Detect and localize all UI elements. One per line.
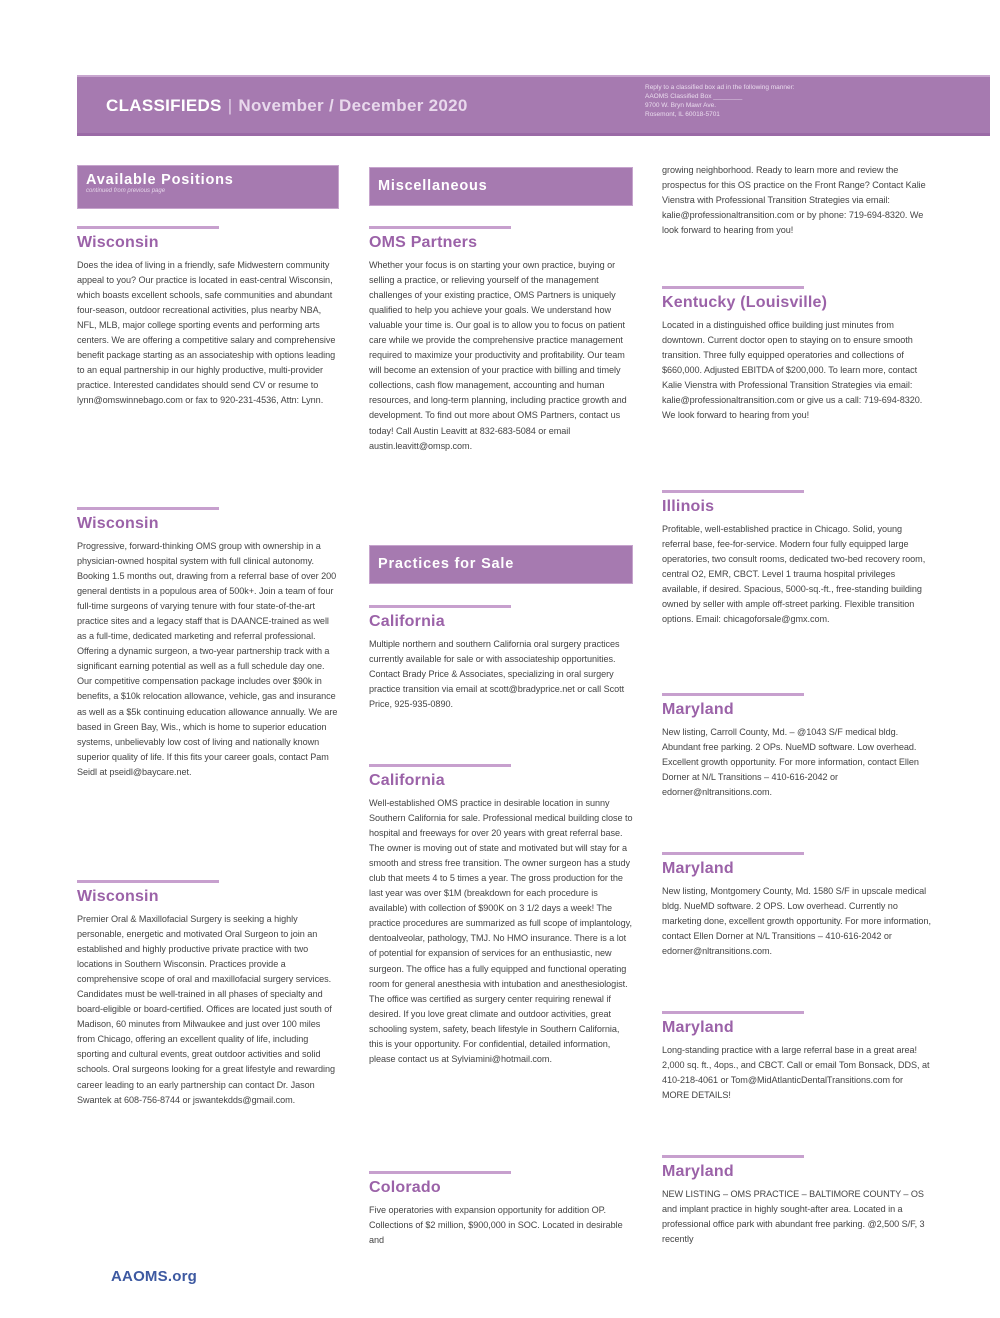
listing-body: Multiple northern and southern California oral surgery practices currently available for sale or with associateship opportunities. Contact Brady Price & Associates, specializing in oral surgery practice transition via email at scott@bradyprice.net or call Scott Price, 925-935-0890. [369, 639, 625, 710]
divider-rule [77, 226, 219, 229]
section-name: CLASSIFIEDS [106, 96, 222, 115]
listing [369, 1171, 633, 1248]
title-separator: | [227, 96, 233, 115]
header-title [106, 96, 468, 116]
listing-title: California [369, 613, 445, 630]
listing-body: Does the idea of living in a friendly, safe Midwestern community appeal to you? Our practice is located in east-central Wisconsin, which boasts excellent schools, safe communities and abundant four-season, outdoor recreational activities, plus nearby NBA, NFL, MLB, major college sporting events and performing arts centers. We are offering a competitive salary and comprehensive benefit package starting as an associateship with options leading to an equal partnership in our highly productive, multi-provider practice. Interested candidates should send CV or resume to lynn@omswinnebago.com or fax to 920-231-4536, Attn: Lynn. [77, 260, 336, 406]
listing-title: Illinois [662, 498, 715, 515]
listing-body: Located in a distinguished office building just minutes from downtown. Current doctor open to staying on to ensure smooth transition. Three fully equipped operatories and collections of $660,000. Adjusted EBITDA of $200,000. To learn more, contact Kalie Vienstra with Professional Transition Strategies via email: kalie@professionaltransition.com or give us a call: 719-694-8320. We look forward to hearing from you! [662, 320, 923, 421]
listing [662, 1011, 932, 1103]
column-available-positions [77, 160, 339, 1105]
section-label: Miscellaneous [378, 178, 488, 194]
listing [369, 605, 633, 712]
listing-body: Whether your focus is on starting your own practice, buying or selling a practice, or relieving yourself of the management challenges of your existing practice, OMS Partners is uniquely qualified to help you achieve your goals. We understand how valuable your time is. Our goal is to allow you to focus on patient care while we provide the comprehensive practice management required to maximize your productivity and profitability. Our team will become an extension of your practice with billing and timely collections, cash flow management, accounting and human resources, and long-term planning, including practice growth and development. To find out more about OMS Partners, contact us today! Call Austin Leavitt at 832-683-5084 or email austin.leavitt@omsp.com. [369, 260, 627, 451]
listing-title: Wisconsin [77, 888, 159, 905]
listing-title: Maryland [662, 1163, 734, 1180]
listing-title: Wisconsin [77, 515, 159, 532]
listing-body: Profitable, well-established practice in Chicago. Solid, young referral base, fee-for-service. Modern four fully equipped large operatories, two consult rooms, dedicated two-bed recovery room, central O2, EMR, CBCT. Level 1 trauma hospital privileges available, if desired. Spacious, 5000-sq.-ft., free-standing building owned by seller with ample off-street parking. Flexible transition options. Email: chicagoforsale@gmx.com. [662, 524, 926, 625]
divider-rule [369, 605, 511, 608]
reply-line: Reply to a classified box ad in the following manner: [645, 84, 795, 91]
column-middle [369, 160, 633, 1246]
reply-line: Rosemont, IL 60018-5701 [645, 111, 720, 118]
reply-instructions [645, 83, 945, 119]
listing-body: Five operatories with expansion opportunity for addition OP. Collections of $2 million, $900,000 in SOC. Located in desirable and [369, 1205, 623, 1246]
divider-rule [369, 764, 511, 767]
listing [369, 764, 633, 1067]
listing [77, 507, 339, 780]
section-header-miscellaneous [369, 167, 633, 206]
listing-body: growing neighborhood. Ready to learn more and review the prospectus for this OS practice on the Front Range? Contact Kalie Vienstra with Professional Transition Strategies via email: kalie@professionaltransition.com or by phone: 719-694-8320. We look forward to hearing from you! [662, 165, 926, 236]
listing-body: Progressive, forward-thinking OMS group with ownership in a physician-owned hospital system with full clinical autonomy. Booking 1.5 months out, drawing from a referral base of over 200 general dentists in a populous area of 500k+. Join a team of four full-time surgeons of varying tenure with four state-of-the-art practice sites and a legacy staff that is DAANCE-trained as well as a full-time, dedicated marketing and referral professional. Offering a dynamic surgeon, a two-year partnership track with a significant earning potential as well as a full schedule day one. Our competitive compensation package includes over $90k in benefits, a $10k relocation allowance, vehicle, gas and insurance as well as a $5k continuing education allowance annually. We are based in Green Bay, Wis., which is home to superior education systems, unbelievably low cost of living and nationally known superior quality of life. If this fits your career goals, contact Pam Seidl at pseidl@baycare.net. [77, 541, 338, 777]
listing-title: Maryland [662, 701, 734, 718]
listing-continued [662, 163, 932, 238]
listing-title: Kentucky (Louisville) [662, 294, 828, 311]
reply-line: 9700 W. Bryn Mawr Ave. [645, 102, 717, 109]
divider-rule [662, 1011, 804, 1014]
section-header-practices-for-sale [369, 545, 633, 584]
listing-body: Premier Oral & Maxillofacial Surgery is seeking a highly personable, energetic and motivated Oral Surgeon to join an established and highly productive private practice with two locations in Southern Wisconsin. Practices provide a comprehensive scope of oral and maxillofacial surgery services. Candidates must be well-trained in all phases of specialty and board-eligible or board-certified. Offices are located just south of Madison, 60 minutes from Milwaukee and just over 100 miles from Chicago, offering an excellent quality of life, including sporting and cultural events, great outdoor activities and solid schools. Oral surgeons looking for a great lifestyle and rewarding career leading to an early partnership can contact Dr. Jason Swantek at 608-756-8744 or jswantekdds@gmail.com. [77, 914, 336, 1105]
listing-title: California [369, 772, 445, 789]
divider-rule [662, 1155, 804, 1158]
reply-line: AAOMS Classified Box ________ [645, 93, 743, 100]
divider-rule [369, 226, 511, 229]
listing [77, 880, 339, 1108]
divider-rule [77, 880, 219, 883]
listing-title: Maryland [662, 1019, 734, 1036]
divider-rule [369, 1171, 511, 1174]
divider-rule [662, 490, 804, 493]
listing [662, 693, 932, 800]
listing-body: Long-standing practice with a large referral base in a great area! 2,000 sq. ft., 4ops., and CBCT. Call or email Tom Bonsack, DDS, at 410-218-4061 or Tom@MidAtlanticDentalTransitions.com for MORE DETAILS! [662, 1045, 930, 1101]
divider-rule [662, 286, 804, 289]
listing-title: Maryland [662, 860, 734, 877]
listing-body: NEW LISTING – OMS PRACTICE – BALTIMORE COUNTY – OS and implant practice in highly sought-after area. Located in a professional office park with abundant free parking. @2,500 S/F, 3 recently [662, 1189, 925, 1245]
divider-rule [662, 852, 804, 855]
listing [662, 1155, 932, 1247]
issue-date: November / December 2020 [238, 96, 468, 115]
listing-title: OMS Partners [369, 234, 478, 251]
listing [662, 490, 932, 627]
classifieds-header [77, 75, 990, 136]
listing-title: Wisconsin [77, 234, 159, 251]
listing [369, 226, 633, 454]
listing-body: Well-established OMS practice in desirable location in sunny Southern California for sale. Professional medical building close to hospital and freeways for over 20 years with great referral base. The owner is moving out of state and motivated but will stay for a smooth and stress free transition. The owner surgeon has a study club that meets 4 to 5 times a year. The gross production for the last year was over $1M (breakdown for each procedure is available) with collection of $900K on 3 1/2 days a week! The practice procedures are summarized as full scope of implantology, dentoalveolar, pathology, TMJ. No HMO insurance. There is a lot of potential for expansion of services for an enthusiastic, new surgeon. The office has a fully equipped and functional operating room for general anesthesia with intubation and anesthesiologist. The office was certified as surgery center requiring renewal if desired. If you love great climate and outdoor activities, great schooling system, safety, beach lifestyle in Southern California, this is your opportunity. For confidential, detailed information, please contact us at Sylviamini@hotmail.com. [369, 798, 633, 1064]
divider-rule [77, 507, 219, 510]
section-sublabel: continued from previous page [86, 188, 166, 194]
section-header-available-positions [77, 165, 339, 209]
listing-title: Colorado [369, 1179, 441, 1196]
listing-body: New listing, Carroll County, Md. – @1043 S/F medical bldg. Abundant free parking. 2 OPs. NueMD software. Low overhead. Excellent growth opportunity. For more information, contact Ellen Dorner at N/L Transitions – 410-616-2042 or edorner@nltransitions.com. [662, 727, 919, 798]
listing-body: New listing, Montgomery County, Md. 1580 S/F in upscale medical bldg. NueMD software. 2 OPS. Low overhead. Currently no marketing done, excellent growth opportunity. For more information, contact Ellen Dorner at N/L Transitions – 410-616-2042 or edorner@nltransitions.com. [662, 886, 931, 957]
section-label: Practices for Sale [378, 556, 515, 572]
listing [662, 852, 932, 959]
section-label: Available Positions [86, 172, 234, 188]
aaoms-site-link[interactable]: AAOMS.org [111, 1268, 197, 1285]
listing [662, 286, 932, 423]
divider-rule [662, 693, 804, 696]
listing [77, 226, 339, 408]
